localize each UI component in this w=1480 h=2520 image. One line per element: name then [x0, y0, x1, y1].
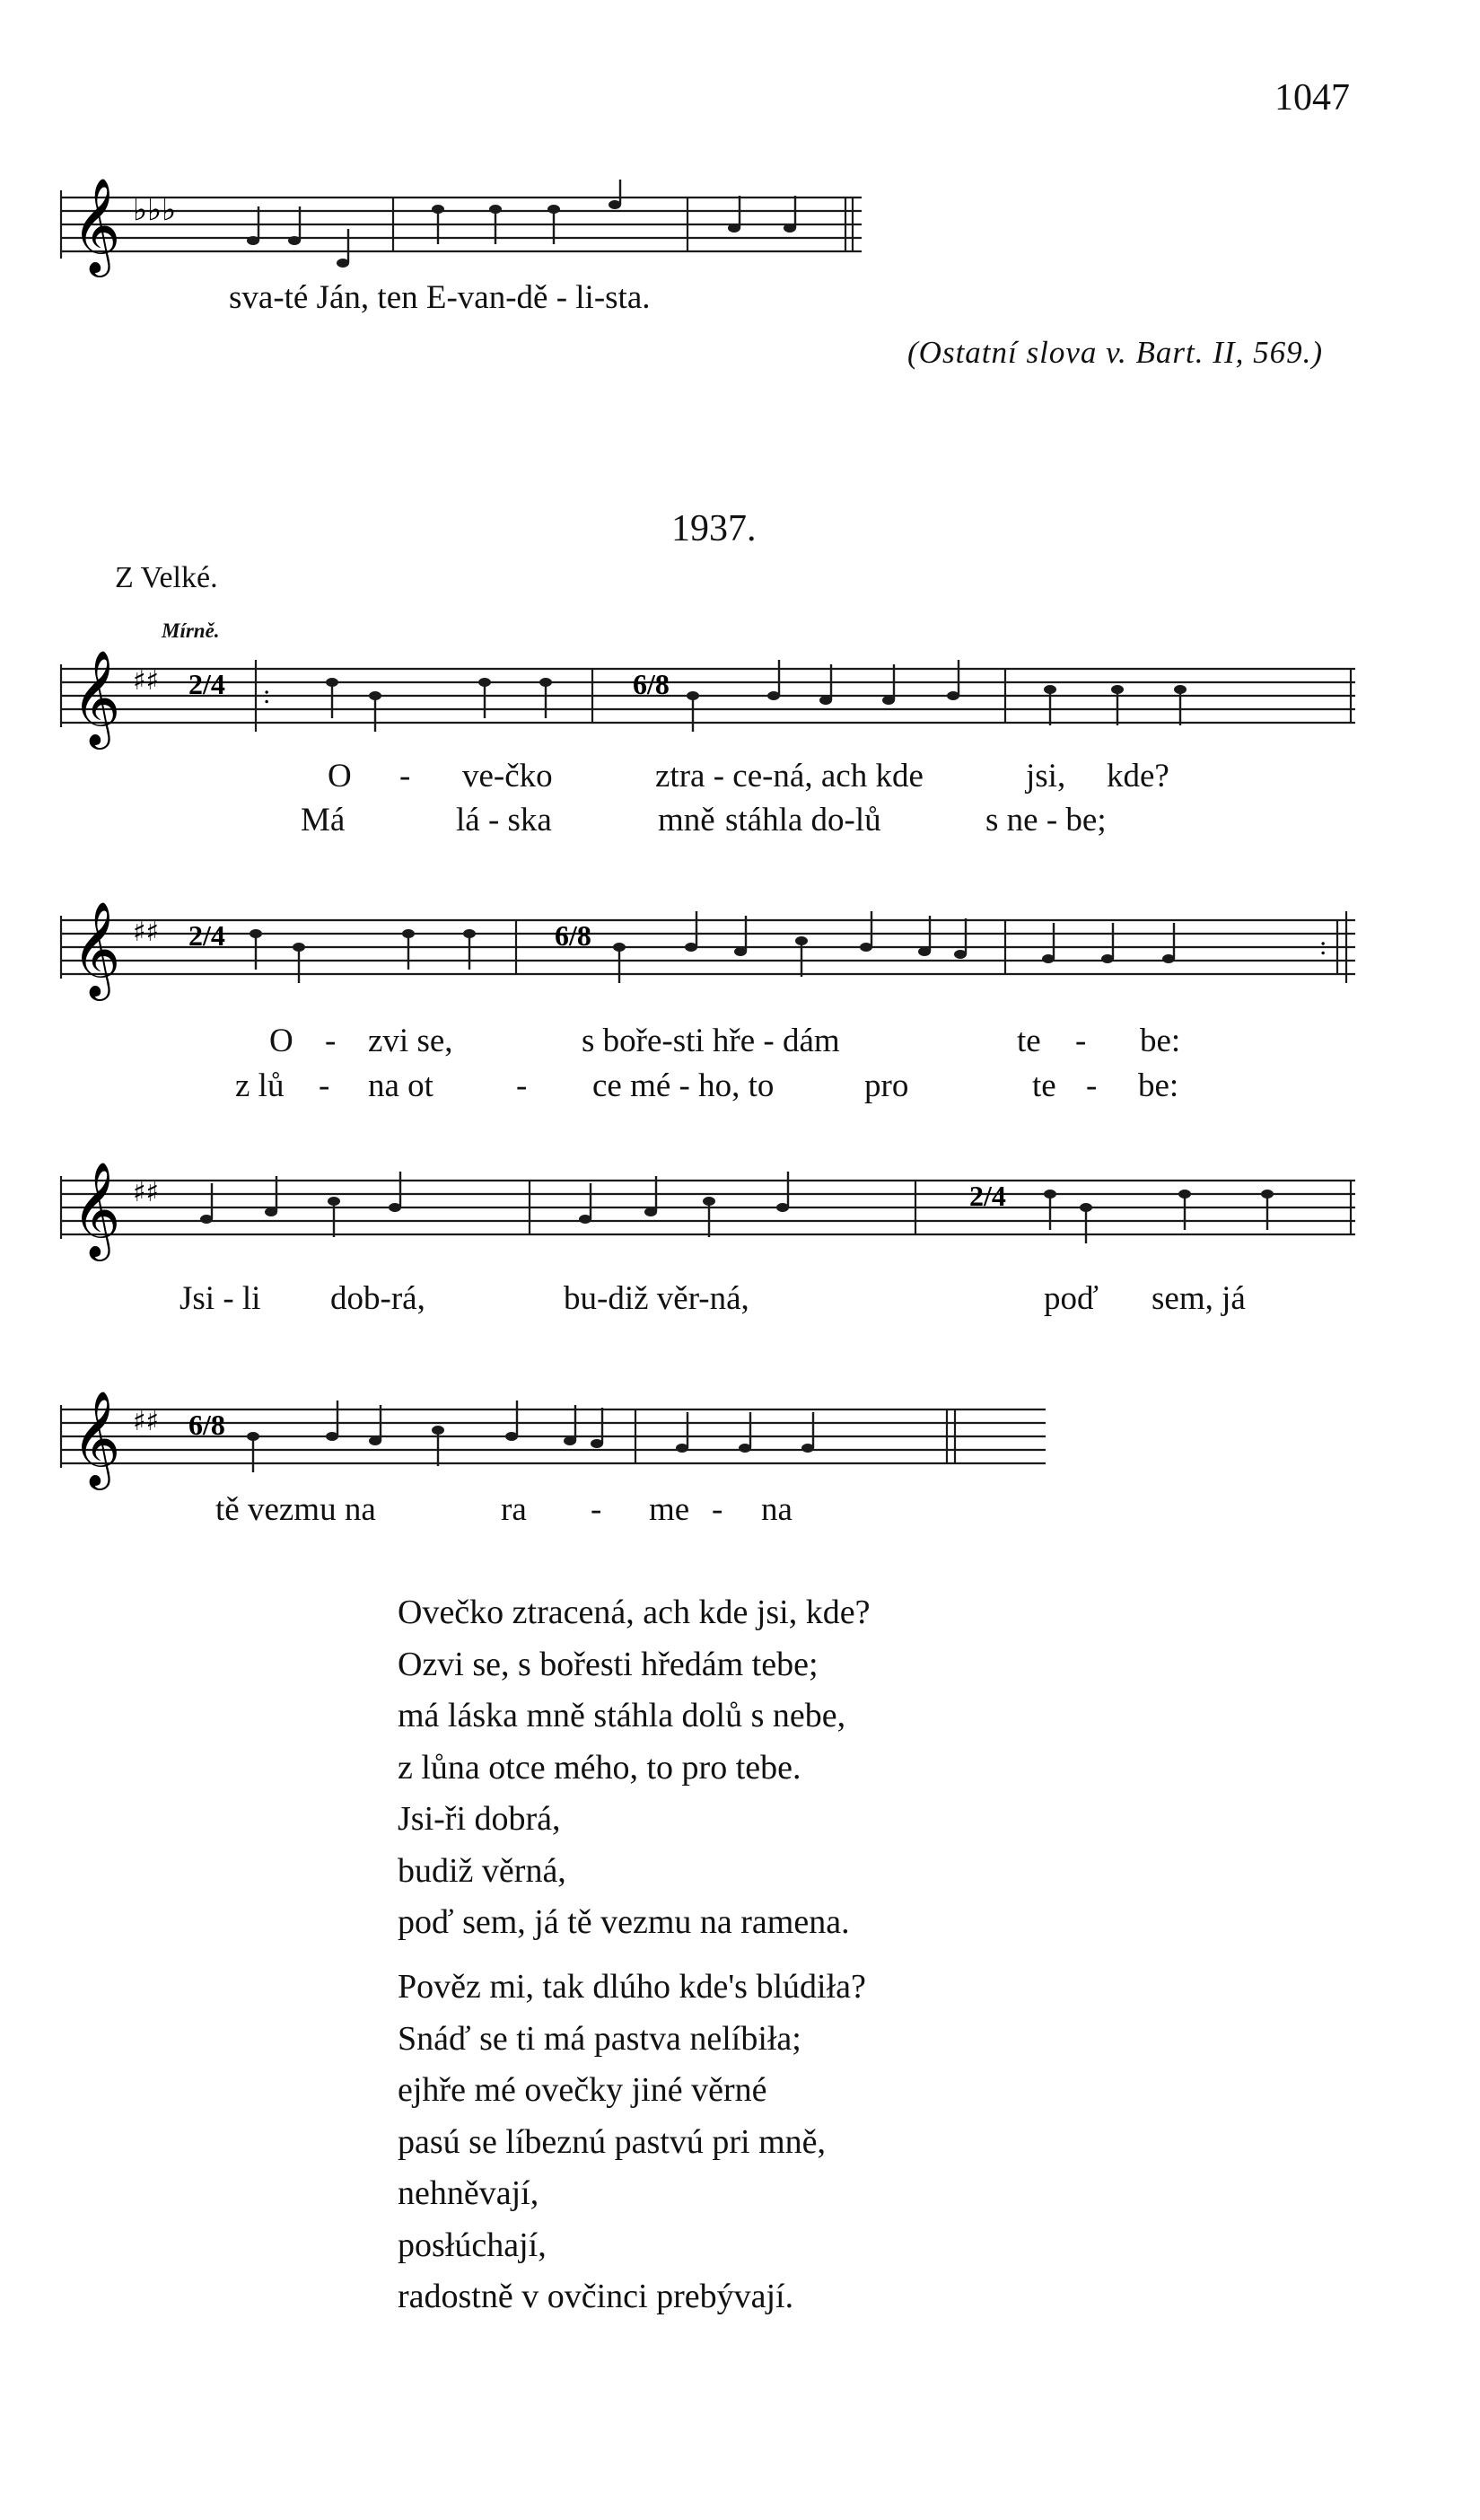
poem-line: Pověz mi, tak dlúho kde's blúdiła?	[398, 1968, 866, 2006]
poem-line: Jsi-ři dobrá,	[398, 1800, 561, 1838]
treble-clef-icon: 𝄞	[72, 649, 121, 745]
prev-song-lyric: sva-té Ján, ten E-van-dě - li-sta.	[229, 279, 651, 316]
svg-text::: :	[1319, 931, 1327, 961]
poem-line: budiž věrná,	[398, 1851, 566, 1890]
poem-stanza-1	[398, 1587, 870, 1949]
poem-line: má láska mně stáhla dolů s nebe,	[398, 1697, 846, 1734]
svg-text::: :	[263, 680, 271, 709]
treble-clef-icon: 𝄞	[72, 900, 121, 997]
time-signature-6-8: 6/8	[555, 919, 591, 952]
poem-line: posłúchají,	[398, 2226, 547, 2264]
poem-line: pasú se líbeznú pastvú pri mně,	[398, 2122, 827, 2161]
treble-clef-icon: 𝄞	[72, 177, 121, 273]
time-signature-2-4: 2/4	[969, 1180, 1006, 1212]
sharp-icon: ♯♯	[133, 1406, 160, 1437]
staff-system-4	[0, 1387, 1480, 1495]
staff-prev-song	[0, 177, 1480, 296]
time-signature-2-4: 2/4	[188, 919, 225, 952]
source-note: (Ostatní slova v. Bart. II, 569.)	[907, 335, 1323, 370]
time-signature-6-8: 6/8	[633, 668, 670, 700]
time-signature-6-8: 6/8	[188, 1409, 225, 1441]
time-signature-2-4: 2/4	[188, 668, 225, 700]
staff-system-3	[0, 1158, 1480, 1266]
poem-line: Ovečko ztracená, ach kde jsi, kde?	[398, 1594, 871, 1631]
poem-line: radostně v ovčinci prebývají.	[398, 2278, 794, 2315]
sharp-icon: ♯♯	[133, 1177, 160, 1208]
poem-line: Ozvi se, s bořesti hředám tebe;	[398, 1645, 819, 1683]
song-number: 1937.	[671, 508, 757, 549]
flat-icon: ♭♭♭	[133, 192, 177, 228]
tempo-marking: Mírně.	[162, 619, 220, 642]
page-number: 1047	[1274, 77, 1350, 119]
song-origin: Z Velké.	[115, 561, 218, 594]
sharp-icon: ♯♯	[133, 917, 160, 948]
poem-stanza-2	[398, 1962, 866, 2323]
treble-clef-icon: 𝄞	[72, 1161, 121, 1257]
treble-clef-icon: 𝄞	[72, 1390, 121, 1486]
poem-line: ejhře mé ovečky jiné věrné	[398, 2071, 767, 2109]
poem-line: nehněvají,	[398, 2174, 539, 2212]
poem-line: z lůna otce mého, to pro tebe.	[398, 1748, 801, 1787]
poem-line: Snáď se ti má pastva nelíbiła;	[398, 2019, 801, 2058]
staff-system-1	[0, 646, 1480, 754]
sharp-icon: ♯♯	[133, 665, 160, 697]
staff-system-2	[0, 898, 1480, 1005]
poem-line: poď sem, já tě vezmu na ramena.	[398, 1903, 850, 1941]
